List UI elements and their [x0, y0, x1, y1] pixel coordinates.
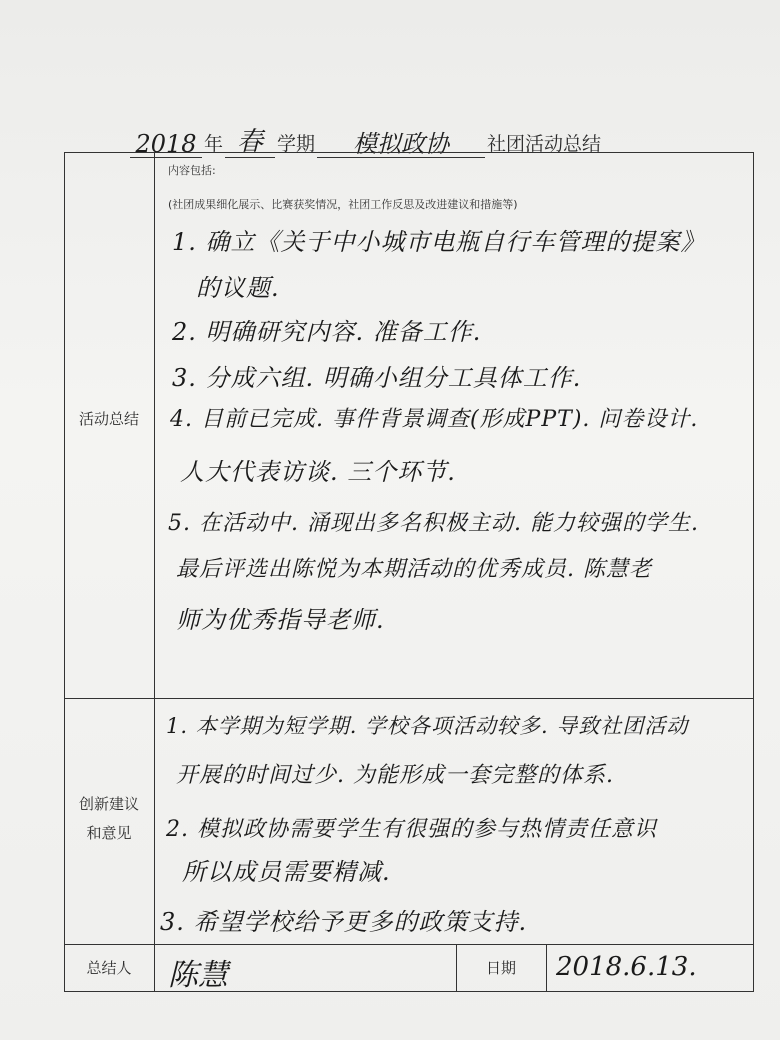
- activity-line: 人大代表访谈. 三个环节.: [180, 458, 456, 486]
- date-label-divider-right: [546, 944, 547, 992]
- content-header-hint: (社团成果细化展示、比赛获奖情况，社团工作反思及改进建议和措施等): [168, 198, 518, 211]
- activity-line: 5. 在活动中. 涌现出多名积极主动. 能力较强的学生.: [168, 511, 699, 536]
- activity-line: 1. 确立《关于中小城市电瓶自行车管理的提案》: [172, 228, 706, 256]
- suggestion-line: 3. 希望学校给予更多的政策支持.: [160, 908, 528, 936]
- label-activity-summary: 活动总结: [78, 410, 139, 428]
- suggestion-line: 开展的时间过少. 为能形成一套完整的体系.: [176, 763, 614, 788]
- label-summarizer: 总结人: [86, 959, 132, 977]
- suggestion-line: 所以成员需要精减.: [182, 858, 391, 886]
- activity-line: 的议题.: [196, 274, 280, 302]
- summarizer-signature: 陈慧: [168, 958, 228, 993]
- content-header-title: 内容包括:: [168, 164, 216, 177]
- activity-line: 师为优秀指导老师.: [176, 606, 385, 634]
- title-year: 2018: [130, 131, 202, 158]
- title-year-suffix: 年: [204, 133, 224, 155]
- row-divider-1: [64, 698, 754, 699]
- label-innovation-line1: 创新建议: [78, 795, 139, 813]
- label-innovation: [64, 790, 154, 847]
- suggestion-line: 2. 模拟政协需要学生有很强的参与热情责任意识: [166, 817, 657, 842]
- title-season: 春: [225, 128, 275, 158]
- title-club-suffix: 社团活动总结: [487, 133, 602, 155]
- suggestion-line: 1. 本学期为短学期. 学校各项活动较多. 导致社团活动: [166, 714, 689, 738]
- label-date: 日期: [485, 959, 516, 977]
- date-value: 2018.6.13.: [556, 952, 697, 982]
- activity-line: 2. 明确研究内容. 准备工作.: [172, 318, 482, 346]
- title-term-suffix: 学期: [277, 133, 316, 155]
- column-divider: [154, 152, 155, 992]
- label-innovation-line2: 和意见: [86, 823, 132, 842]
- activity-line: 4. 目前已完成. 事件背景调查(形成PPT). 问卷设计.: [170, 407, 699, 432]
- row-divider-2: [64, 944, 754, 945]
- activity-line: 3. 分成六组. 明确小组分工具体工作.: [172, 364, 582, 392]
- activity-line: 最后评选出陈悦为本期活动的优秀成员. 陈慧老: [176, 557, 652, 582]
- title-club-name: 模拟政协: [317, 131, 485, 158]
